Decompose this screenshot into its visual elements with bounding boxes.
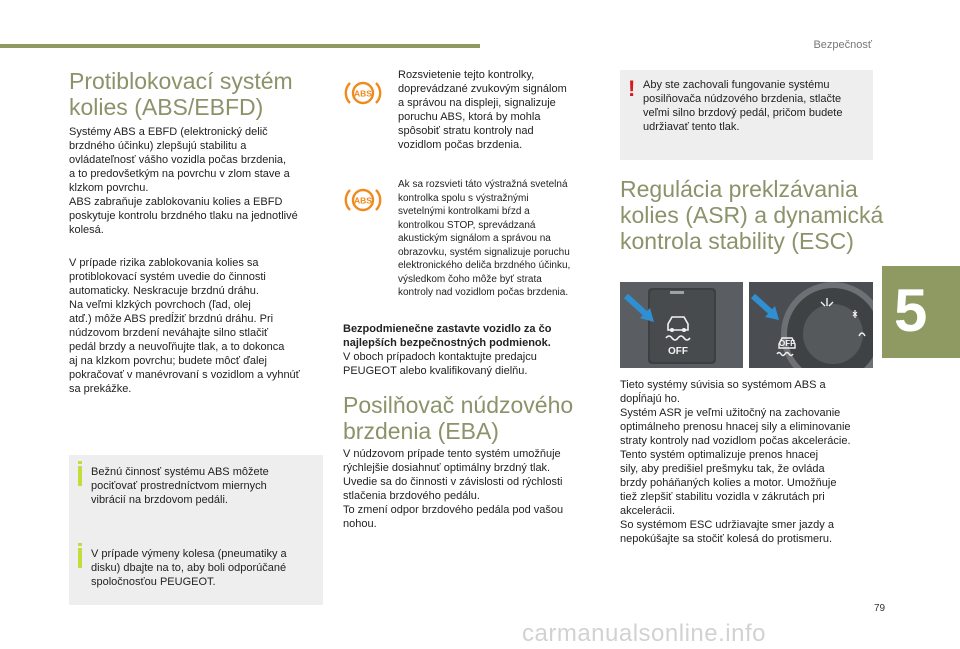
text-line: pociťovať prostredníctvom miernych [91, 480, 267, 492]
esc-off-button-photo-2 [749, 282, 873, 368]
text-line: klzkom povrchu. [69, 182, 149, 194]
text-line: PEUGEOT alebo kvalifikovaný dielňu. [343, 365, 528, 377]
text-line: poruchu ABS, ktorá by mohla [398, 111, 541, 123]
text-line: tiež zlepšiť stabilitu vozidla v zákrutách pri [620, 491, 825, 503]
text-line: poskytuje kontrolu brzdného tlaku na jednotlivé [69, 210, 298, 222]
info-icon [78, 548, 82, 568]
title-line: kolies (ABS/EBFD) [69, 94, 264, 120]
title-line: kolies (ASR) a dynamická [620, 202, 884, 228]
text-line: doprevádzané zvukovým signálom [398, 83, 567, 95]
abs-warning-text [398, 68, 567, 152]
text-line: kontrolkou STOP, sprevádzaná [398, 219, 536, 231]
page-number: 79 [874, 603, 886, 614]
note-text [643, 78, 842, 134]
title-line: Posilňovač núdzového [343, 392, 574, 418]
text-line: akustickým signálom a správou na [398, 233, 551, 244]
text-line: V prípade výmeny kolesa (pneumatiky a [91, 548, 287, 560]
title-line: Protiblokovací systém [69, 68, 293, 94]
text-line: vozidlom počas brzdenia. [398, 139, 523, 151]
text-line: brzdného účinku) zlepšujú stabilitu a [69, 140, 247, 152]
text-line: atď.) môže ABS predĺžiť brzdnú dráhu. Pri [69, 313, 274, 325]
text-line: sily, aby predišiel prešmyku tak, že ovláda [620, 463, 825, 475]
text-line: Systém ASR je veľmi užitočný na zachovanie [620, 407, 841, 419]
text-line: veľmi silno brzdový pedál, pričom budete [643, 107, 843, 119]
section-title-abs [69, 68, 293, 120]
text-line: a správou na displeji, signalizuje [398, 97, 556, 109]
text-line: obrazovku, systém signalizuje poruchu [398, 246, 570, 258]
text-line: V oboch prípadoch kontaktujte predajcu [343, 351, 537, 363]
info-note-wheel-change [69, 537, 323, 605]
abs-warning-icon [343, 78, 383, 108]
section-title-asr-esc [620, 176, 883, 254]
note-text [91, 547, 287, 589]
title-line: brzdenia (EBA) [343, 418, 499, 444]
note-text [91, 465, 269, 507]
esc-off-button-illustration [620, 282, 743, 368]
text-line: disku) dbajte na to, aby boli odporúčané [91, 562, 287, 574]
text-line: Rozsvietenie tejto kontrolky, [398, 69, 535, 81]
asr-esc-paragraph [620, 378, 851, 546]
text-line: ABS zabraňuje zablokovaniu kolies a EBFD [69, 196, 283, 208]
text-line: Tento systém optimalizuje prenos hnacej [620, 449, 819, 461]
text-line: spoločnosťou PEUGEOT. [91, 576, 216, 588]
text-line: kolesá. [69, 224, 104, 236]
off-label: OFF [668, 346, 688, 357]
text-line: Na veľmi klzkých povrchoch (ľad, olej [69, 299, 251, 311]
text-line: udržiavať tento tlak. [643, 121, 740, 133]
text-line: V núdzovom prípade tento systém umožňuje [343, 448, 561, 460]
abs-ebfd-warning-icon [343, 185, 383, 215]
text-line: kontroly nad vozidlom počas brzdenia. [398, 287, 569, 298]
abs-operation-paragraph [69, 256, 300, 396]
text-line: ovládateľnosť vášho vozidla počas brzdenia, [69, 154, 287, 166]
text-line: Aby ste zachovali fungovanie systému [643, 79, 830, 91]
title-line: Regulácia preklzávania [620, 176, 858, 202]
chapter-number: 5 [894, 277, 928, 344]
text-line: V prípade rizika zablokovania kolies sa [69, 257, 259, 269]
info-note-vibrations [69, 455, 323, 540]
text-line: So systémom ESC udržiavajte smer jazdy a [620, 519, 834, 531]
abs-icon-label: ABS [354, 195, 372, 206]
text-line: stlačenia brzdového pedálu. [343, 490, 480, 502]
text-line: rýchlejšie dosiahnuť optimálny brzdný tlak. [343, 462, 551, 474]
text-line: sa prekážke. [69, 383, 132, 395]
text-line: vibrácií na brzdovom pedáli. [91, 494, 228, 506]
esc-off-button-photo-1 [620, 282, 743, 368]
info-icon [78, 466, 82, 486]
text-line: straty kontroly nad vozidlom počas akcelerácie. [620, 435, 851, 447]
text-line: Tieto systémy súvisia so systémom ABS a [620, 379, 826, 391]
text-line: automaticky. Neskracuje brzdnú dráhu. [69, 285, 259, 297]
eba-paragraph [343, 447, 563, 531]
text-line: núdzovom brzdení neváhajte silno stlačiť [69, 327, 269, 339]
abs-intro-paragraph [69, 125, 298, 237]
text-line: pokračovať v manévrovaní s vozidlom a vyhnúť [69, 369, 300, 381]
esc-off-dashboard-illustration [749, 282, 873, 368]
abs-icon-label: ABS [354, 88, 372, 99]
text-line: kontrolka spolu s výstražnými [398, 192, 529, 204]
text-line: elektronického deliča brzdného účinku, [398, 260, 571, 271]
text-line: svetelnými kontrolkami bŕzd a [398, 206, 530, 217]
text-line: dopĺňajú ho. [620, 393, 680, 405]
exclamation-icon: ! [628, 76, 636, 101]
text-line: protiblokovací systém uvedie do činnosti [69, 271, 266, 283]
text-line: posilňovača núdzového brzdenia, stlačte [643, 93, 842, 105]
text-line: aj na klzkom povrchu; budete môcť ďalej [69, 355, 267, 367]
text-line: Ak sa rozsvieti táto výstražná svetelná [398, 179, 568, 190]
text-line: Systémy ABS a EBFD (elektronický delič [69, 126, 268, 138]
section-title-eba [343, 392, 573, 444]
text-line: Uvedie sa do činnosti v závislosti od rýchlosti [343, 476, 563, 488]
text-line: optimálneho prenosu hnacej sily a eliminovanie [620, 421, 851, 433]
text-line: brzdy poháňaných kolies a motor. Umožňuje [620, 477, 837, 489]
watermark: carmanualsonline.info [522, 620, 766, 647]
text-line: nohou. [343, 518, 377, 530]
header-rule [0, 44, 480, 48]
title-line: kontrola stability (ESC) [620, 228, 854, 254]
warning-note-eba [620, 70, 873, 160]
text-line-bold: najlepších bezpečnostných podmienok. [343, 337, 551, 349]
text-line: pedál brzdy a neuvoľňujte tlak, a to dokonca [69, 341, 285, 353]
text-line: nepokúšajte sa stočiť kolesá do protismeru. [620, 533, 833, 545]
text-line: akcelerácii. [620, 505, 676, 517]
text-line: výsledkom čoho môže byť strata [398, 273, 542, 285]
text-line: a to predovšetkým na povrchu v zlom stave a [69, 168, 290, 180]
text-line-bold: Bezpodmienečne zastavte vozidlo za čo [343, 323, 552, 335]
text-line: spôsobiť stratu kontroly nad [398, 125, 534, 137]
text-line: Bežnú činnosť systému ABS môžete [91, 466, 269, 478]
text-line: To zmení odpor brzdového pedála pod vašou [343, 504, 564, 516]
stop-instruction [343, 322, 551, 378]
ebfd-warning-text [398, 178, 570, 300]
off-label: OFF [779, 339, 795, 348]
section-name: Bezpečnosť [813, 39, 872, 51]
